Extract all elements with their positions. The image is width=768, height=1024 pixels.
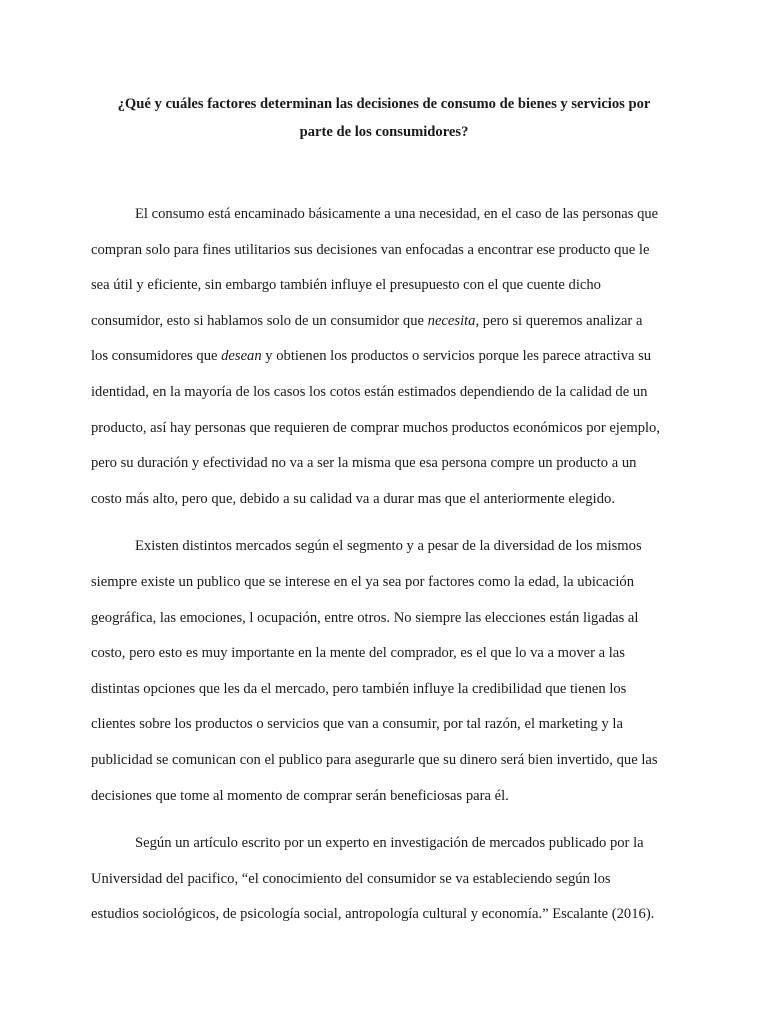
paragraph-line: Existen distintos mercados según el segmento y a pesar de la diversidad de los mismos (135, 538, 642, 555)
paragraph-line: compran solo para fines utilitarios sus decisiones van enfocadas a encontrar ese producto que le (91, 241, 650, 258)
document-body (91, 197, 681, 933)
italic-word-necesita: necesita, (427, 312, 480, 329)
paragraph-line: clientes sobre los productos o servicios que van a consumir, por tal razón, el marketing y la (91, 716, 623, 733)
title-line-2: parte de los consumidores? (299, 124, 469, 140)
paragraph-line: Según un artículo escrito por un experto en investigación de mercados publicado por la (135, 835, 644, 852)
paragraph-line: identidad, en la mayoría de los casos los cotos están estimados dependiendo de la calidad de un (91, 383, 648, 400)
paragraph-line: decisiones que tome al momento de comprar serán beneficiosas para él. (91, 787, 509, 804)
paragraph-line: costo más alto, pero que, debido a su calidad va a durar mas que el anteriormente elegido. (91, 490, 615, 507)
title-line-1: ¿Qué y cuáles factores determinan las decisiones de consumo de bienes y servicios por (117, 96, 651, 112)
paragraph-spacer (91, 814, 681, 826)
text-run: los consumidores que (91, 348, 222, 365)
paragraph-line: pero su duración y efectividad no va a ser la misma que esa persona compre un producto a un (91, 455, 637, 472)
text-run: pero si queremos analizar a (479, 312, 643, 329)
paragraph-line: distintas opciones que les da el mercado, pero también influye la credibilidad que tienen los (91, 680, 627, 697)
paragraph-spacer (91, 517, 681, 529)
paragraph-line: geográfica, las emociones, l ocupación, entre otros. No siempre las elecciones están ligadas al (91, 609, 639, 626)
italic-word-desean: desean (221, 348, 262, 365)
text-run: consumidor, esto si hablamos solo de un consumidor que (91, 312, 428, 329)
paragraph-line: sea útil y eficiente, sin embargo también influye el presupuesto con el que cuente dicho (91, 277, 601, 294)
paragraph-line: Universidad del pacifico, “el conocimiento del consumidor se va estableciendo según los (91, 870, 611, 887)
paragraph-line: siempre existe un publico que se interese en el ya sea por factores como la edad, la ubicación (91, 573, 634, 590)
paragraph-2 (91, 529, 681, 814)
paragraph-line: El consumo está encaminado básicamente a una necesidad, en el caso de las personas que (135, 206, 659, 222)
paragraph-line: costo, pero esto es muy importante en la mente del comprador, es el que lo va a mover a las (91, 645, 625, 662)
paragraph-1 (91, 197, 681, 517)
document-title (60, 90, 708, 146)
paragraph-line: publicidad se comunican con el publico para asegurarle que su dinero será bien invertido, que las (91, 751, 658, 768)
paragraph-line (91, 304, 681, 340)
paragraph-3 (91, 826, 681, 933)
text-run: y obtienen los productos o servicios porque les parece atractiva su (261, 348, 652, 365)
paragraph-line (91, 339, 681, 375)
paragraph-line: estudios sociológicos, de psicología social, antropología cultural y economía.” Escalante (2016). (91, 906, 655, 923)
paragraph-line: producto, así hay personas que requieren de comprar muchos productos económicos por ejemplo, (91, 419, 660, 436)
